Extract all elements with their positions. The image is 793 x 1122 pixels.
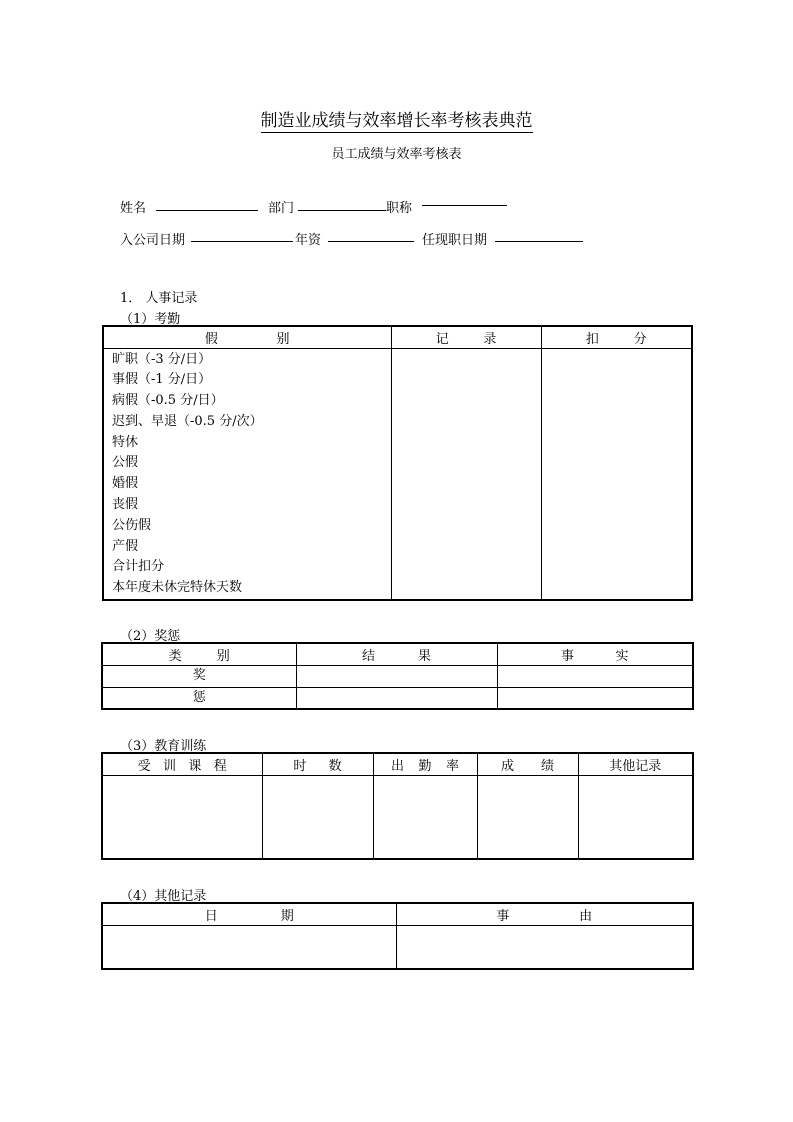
other-records-table xyxy=(101,902,694,970)
attendance-table xyxy=(102,325,693,601)
current-post-date-field[interactable] xyxy=(495,241,583,242)
dept-label: 部门 xyxy=(268,201,295,216)
page-subtitle: 员工成绩与效率考核表 xyxy=(331,147,462,162)
join-date-field[interactable] xyxy=(191,241,293,242)
attendance-heading: （1）考勤 xyxy=(120,312,181,327)
score-cell[interactable] xyxy=(477,775,578,859)
list-item: 产假 xyxy=(112,538,139,554)
list-item: 公伤假 xyxy=(112,517,152,533)
reward-fact-cell[interactable] xyxy=(497,665,693,687)
hours-cell[interactable] xyxy=(262,775,373,859)
list-item: 公假 xyxy=(112,455,139,471)
header-record: 记 录 xyxy=(391,326,541,348)
date-cell[interactable] xyxy=(102,925,396,969)
header-other-notes: 其他记录 xyxy=(578,753,693,775)
page-title: 制造业成绩与效率增长率考核表典范 xyxy=(260,111,533,131)
list-item: 合计扣分 xyxy=(112,559,165,575)
current-post-date-label: 任现职日期 xyxy=(422,233,488,248)
job-title-label: 职称 xyxy=(386,201,413,216)
leave-type-list xyxy=(103,348,391,600)
list-item: 病假（-0.5 分/日） xyxy=(112,393,224,409)
header-fact: 事 实 xyxy=(497,643,693,665)
header-date: 日 期 xyxy=(102,903,396,925)
deduction-cell[interactable] xyxy=(541,348,692,600)
list-item: 迟到、早退（-0.5 分/次） xyxy=(112,413,263,429)
header-score: 成 绩 xyxy=(477,753,578,775)
list-item: 丧假 xyxy=(112,497,139,513)
name-field[interactable] xyxy=(156,210,258,211)
training-table xyxy=(101,752,694,860)
header-hours: 时 数 xyxy=(262,753,373,775)
header-category: 类 别 xyxy=(102,643,296,665)
rewards-table xyxy=(101,642,694,710)
other-notes-cell[interactable] xyxy=(578,775,693,859)
header-deduction: 扣 分 xyxy=(541,326,692,348)
course-cell[interactable] xyxy=(102,775,262,859)
header-attendance-rate: 出 勤 率 xyxy=(373,753,477,775)
job-title-field[interactable] xyxy=(422,205,507,206)
reward-row-label: 奖 xyxy=(102,665,296,687)
header-leave-type: 假 别 xyxy=(103,326,391,348)
list-item: 本年度未休完特休天数 xyxy=(112,580,243,596)
penalty-fact-cell[interactable] xyxy=(497,687,693,709)
other-records-heading: （4）其他记录 xyxy=(120,889,207,904)
list-item: 特休 xyxy=(112,434,139,450)
list-item: 旷职（-3 分/日） xyxy=(112,351,212,367)
name-label: 姓名 xyxy=(120,201,147,216)
list-item: 事假（-1 分/日） xyxy=(112,372,212,388)
seniority-field[interactable] xyxy=(328,241,414,242)
join-date-label: 入公司日期 xyxy=(120,233,186,248)
dept-field[interactable] xyxy=(298,210,386,211)
rewards-heading: （2）奖惩 xyxy=(120,629,181,644)
section-heading-personnel: 1． 人事记录 xyxy=(120,291,198,306)
seniority-label: 年资 xyxy=(295,233,322,248)
reward-result-cell[interactable] xyxy=(296,665,497,687)
training-heading: （3）教育训练 xyxy=(120,739,207,754)
list-item: 婚假 xyxy=(112,476,139,492)
header-course: 受 训 课 程 xyxy=(102,753,262,775)
reason-cell[interactable] xyxy=(396,925,693,969)
attendance-rate-cell[interactable] xyxy=(373,775,477,859)
record-cell[interactable] xyxy=(391,348,541,600)
penalty-result-cell[interactable] xyxy=(296,687,497,709)
header-reason: 事 由 xyxy=(396,903,693,925)
header-result: 结 果 xyxy=(296,643,497,665)
penalty-row-label: 惩 xyxy=(102,687,296,709)
